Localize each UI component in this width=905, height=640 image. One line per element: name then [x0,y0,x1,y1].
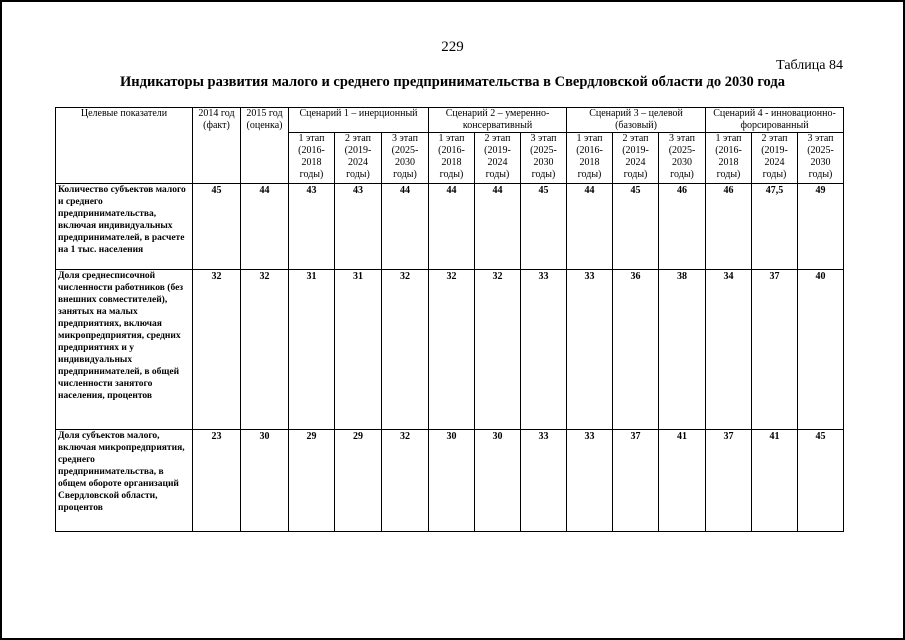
table-cell: 44 [567,184,613,270]
table-cell: 43 [335,184,382,270]
table-cell: 41 [659,430,706,532]
row-indicator: Доля субъектов малого, включая микропредприятия, среднего предпринимательства, в общем обороте организаций Свердловской области, процентов [56,430,193,532]
table-cell: 40 [798,270,844,430]
table-row [56,270,844,430]
table-cell: 30 [475,430,521,532]
table-cell: 46 [706,184,752,270]
header-indicator: Целевые показатели [56,108,193,184]
table-cell: 41 [752,430,798,532]
table-cell: 44 [382,184,429,270]
table-cell: 33 [567,430,613,532]
table-cell: 31 [289,270,335,430]
table-cell: 32 [382,270,429,430]
header-scenario-4: Сценарий 4 - инновационно-форсированный [706,108,844,133]
table-cell: 30 [429,430,475,532]
table-cell: 30 [241,430,289,532]
table-cell: 34 [706,270,752,430]
header-stage-2: 2 этап (2019-2024 годы) [335,133,382,184]
table-cell: 32 [382,430,429,532]
table-row [56,430,844,532]
table-cell: 37 [706,430,752,532]
table-cell: 47,5 [752,184,798,270]
table-cell: 37 [752,270,798,430]
header-stage-3: 3 этап (2025-2030 годы) [659,133,706,184]
table-cell: 44 [429,184,475,270]
table-cell: 46 [659,184,706,270]
table-cell: 44 [241,184,289,270]
page-number: 229 [441,39,464,55]
header-scenario-1: Сценарий 1 – инерционный [289,108,429,133]
table-row [56,184,844,270]
table-cell: 49 [798,184,844,270]
row-indicator: Количество субъектов малого и среднего предпринимательства, включая индивидуальных предпринимателей, в расчете на 1 тыс. населения [56,184,193,270]
table-cell: 36 [613,270,659,430]
header-stage-3: 3 этап (2025-2030 годы) [521,133,567,184]
table-label: Таблица 84 [776,58,843,73]
table-cell: 37 [613,430,659,532]
table-cell: 43 [289,184,335,270]
header-stage-1: 1 этап (2016-2018 годы) [567,133,613,184]
table-cell: 38 [659,270,706,430]
header-scenario-3: Сценарий 3 – целевой (базовый) [567,108,706,133]
table-cell: 23 [193,430,241,532]
table-cell: 32 [475,270,521,430]
table-cell: 32 [193,270,241,430]
table-cell: 29 [289,430,335,532]
header-stage-2: 2 этап (2019-2024 годы) [752,133,798,184]
header-stage-1: 1 этап (2016-2018 годы) [429,133,475,184]
header-2015: 2015 год (оценка) [241,108,289,184]
table-cell: 33 [521,270,567,430]
table-cell: 45 [193,184,241,270]
header-stage-1: 1 этап (2016-2018 годы) [706,133,752,184]
table-cell: 29 [335,430,382,532]
indicators-table [55,107,844,532]
table-cell: 32 [241,270,289,430]
header-stage-2: 2 этап (2019-2024 годы) [475,133,521,184]
header-2014: 2014 год (факт) [193,108,241,184]
table-cell: 33 [521,430,567,532]
table-cell: 33 [567,270,613,430]
row-indicator: Доля среднесписочной численности работников (без внешних совместителей), занятых на малых предприятиях, включая микропредприятия, средних предприятиях и у индивидуальных предпринимателей, в общей численности занятого населения, процентов [56,270,193,430]
header-stage-2: 2 этап (2019-2024 годы) [613,133,659,184]
table-title: Индикаторы развития малого и среднего предпринимательства в Свердловской области до 2030 года [120,74,785,90]
header-scenario-2: Сценарий 2 – умеренно-консервативный [429,108,567,133]
header-stage-3: 3 этап (2025-2030 годы) [382,133,429,184]
header-stage-3: 3 этап (2025-2030 годы) [798,133,844,184]
table-cell: 45 [798,430,844,532]
table-cell: 44 [475,184,521,270]
table-cell: 45 [613,184,659,270]
table-cell: 31 [335,270,382,430]
table-cell: 45 [521,184,567,270]
table-cell: 32 [429,270,475,430]
header-stage-1: 1 этап (2016-2018 годы) [289,133,335,184]
